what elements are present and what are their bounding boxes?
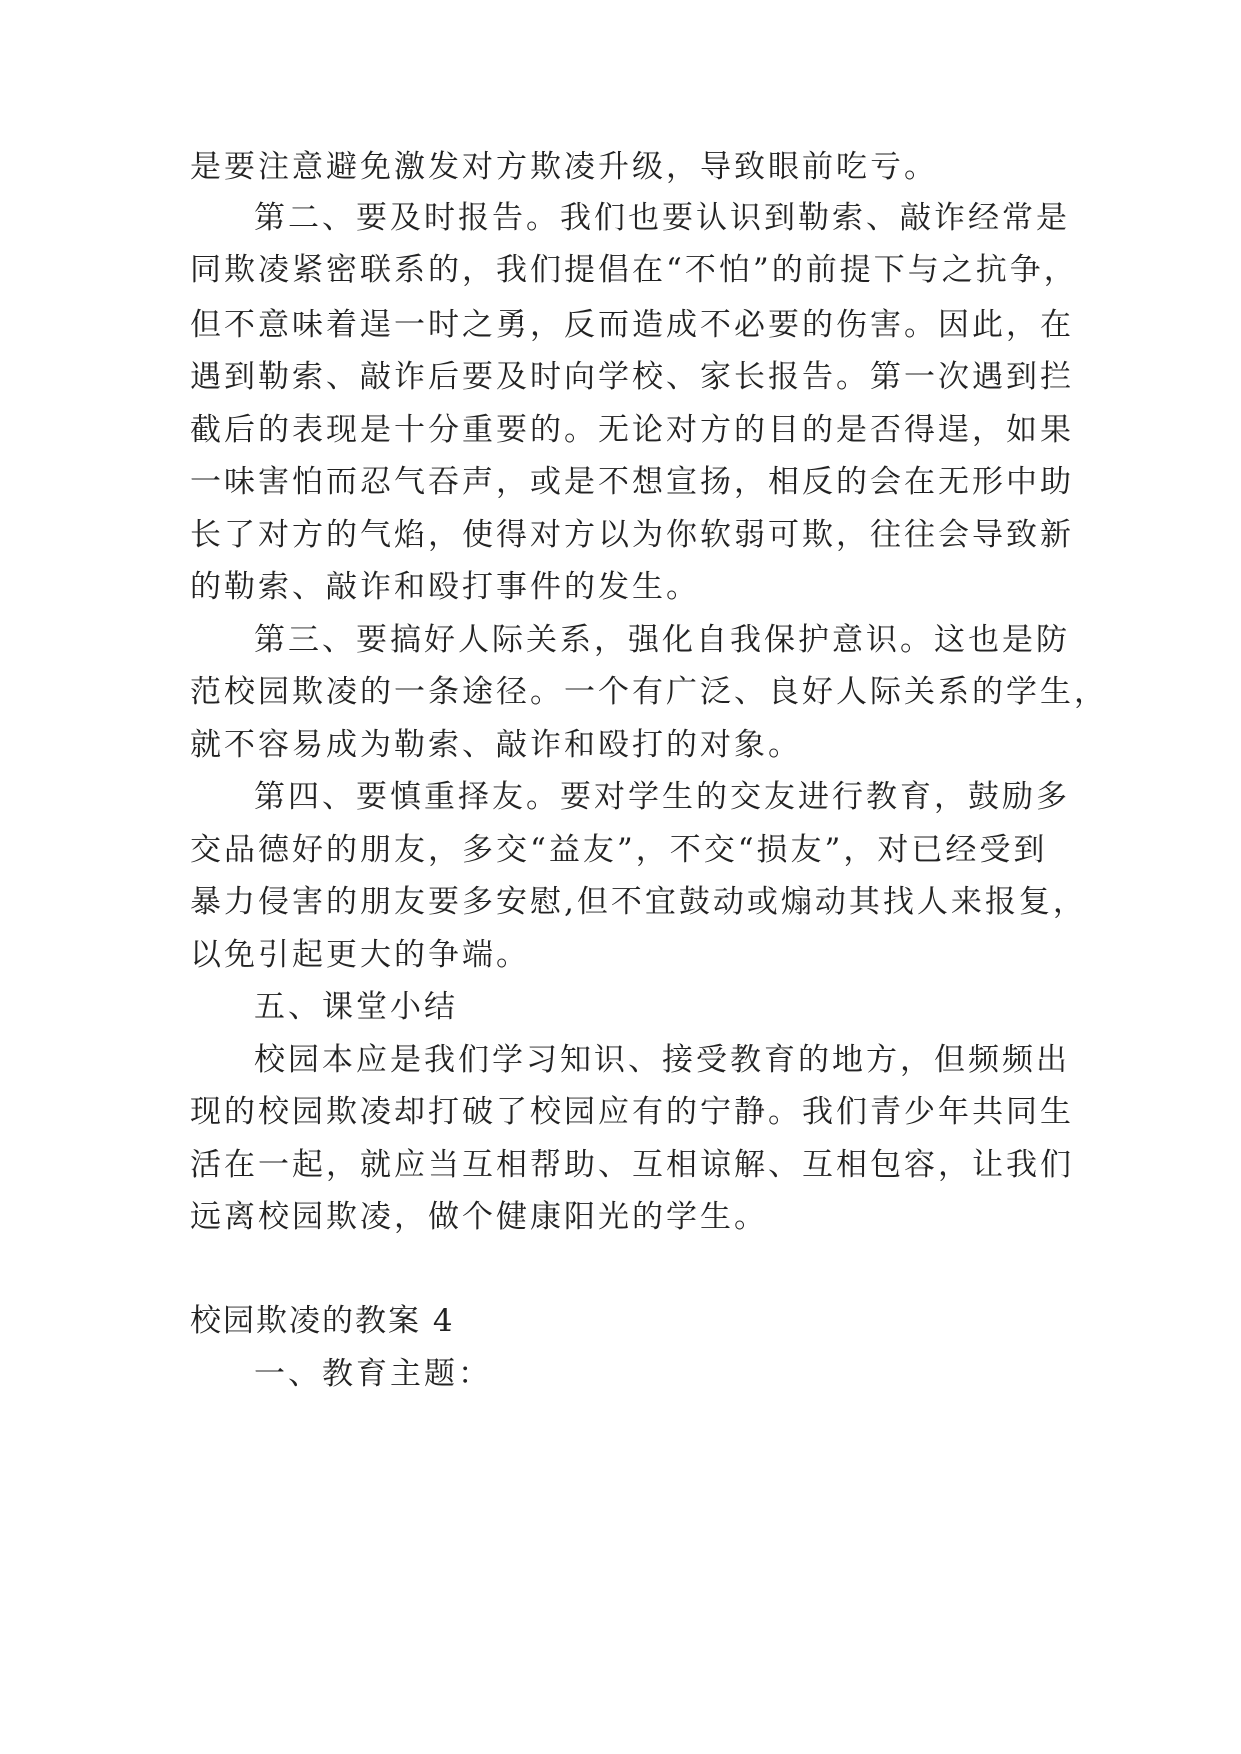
text-line: 长了对方的气焰，使得对方以为你软弱可欺，往往会导致新 bbox=[190, 517, 1074, 553]
text-line: 同欺凌紧密联系的，我们提倡在“不怕”的前提下与之抗争， bbox=[190, 252, 1078, 288]
text-line: 遇到勒索、敲诈后要及时向学校、家长报告。第一次遇到拦 bbox=[190, 359, 1074, 395]
section-heading: 五、课堂小结 bbox=[254, 989, 458, 1025]
text-line: 的勒索、敲诈和殴打事件的发生。 bbox=[190, 569, 700, 605]
paragraph-first-line: 校园本应是我们学习知识、接受教育的地方，但频频出 bbox=[254, 1042, 1070, 1078]
text-line: 一味害怕而忍气吞声，或是不想宣扬，相反的会在无形中助 bbox=[190, 464, 1074, 500]
text-line: 以免引起更大的争端。 bbox=[190, 937, 530, 973]
text-line: 远离校园欺凌，做个健康阳光的学生。 bbox=[190, 1199, 768, 1235]
text-line: 但不意味着逞一时之勇，反而造成不必要的伤害。因此，在 bbox=[190, 307, 1074, 343]
text-line: 活在一起，就应当互相帮助、互相谅解、互相包容，让我们 bbox=[190, 1147, 1074, 1183]
document-title: 校园欺凌的教案 4 bbox=[190, 1303, 455, 1339]
section-heading: 一、教育主题： bbox=[254, 1356, 492, 1392]
text-line: 现的校园欺凌却打破了校园应有的宁静。我们青少年共同生 bbox=[190, 1094, 1074, 1130]
text-line: 范校园欺凌的一条途径。一个有广泛、良好人际关系的学生， bbox=[190, 674, 1108, 710]
text-line: 是要注意避免激发对方欺凌升级，导致眼前吃亏。 bbox=[190, 149, 938, 185]
text-line: 截后的表现是十分重要的。无论对方的目的是否得逞，如果 bbox=[190, 412, 1074, 448]
paragraph-first-line: 第四、要慎重择友。要对学生的交友进行教育，鼓励多 bbox=[254, 779, 1070, 815]
text-line: 暴力侵害的朋友要多安慰,但不宜鼓动或煽动其找人来报复， bbox=[190, 884, 1087, 920]
text-line: 交品德好的朋友，多交“益友”，不交“损友”，对已经受到 bbox=[190, 832, 1048, 868]
text-line: 就不容易成为勒索、敲诈和殴打的对象。 bbox=[190, 727, 802, 763]
paragraph-first-line: 第三、要搞好人际关系，强化自我保护意识。这也是防 bbox=[254, 622, 1070, 658]
paragraph-first-line: 第二、要及时报告。我们也要认识到勒索、敲诈经常是 bbox=[254, 200, 1070, 236]
